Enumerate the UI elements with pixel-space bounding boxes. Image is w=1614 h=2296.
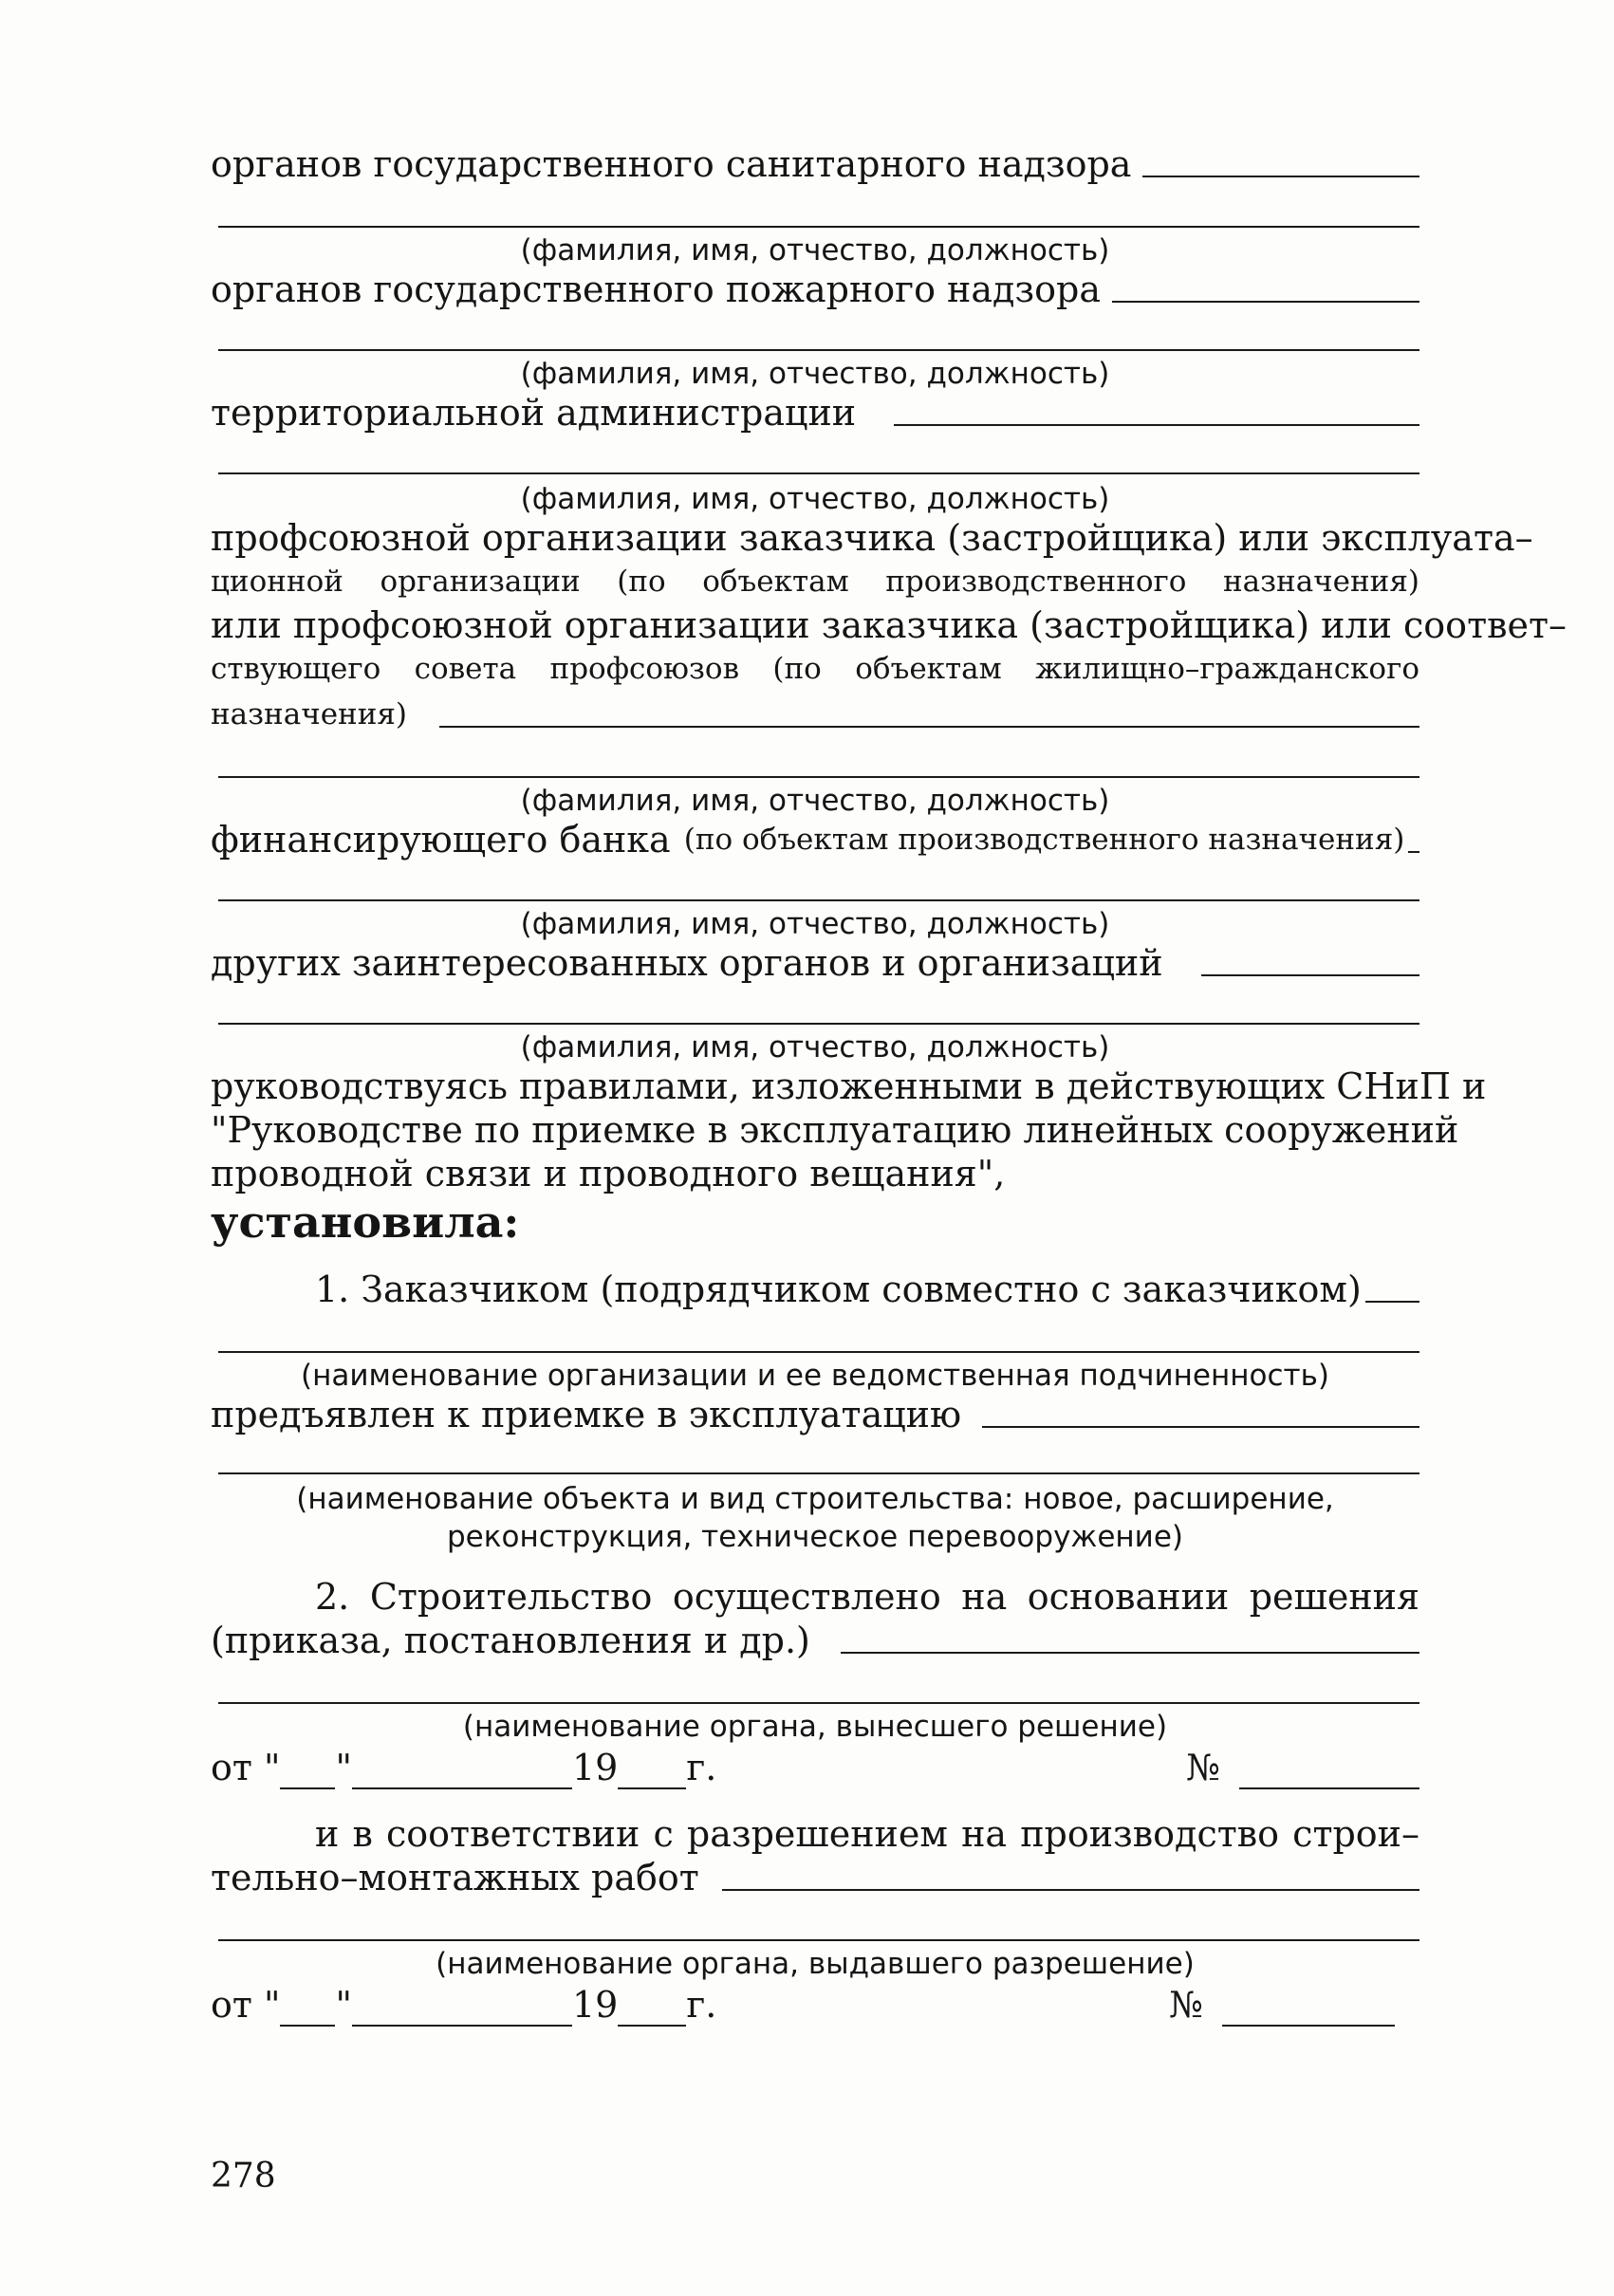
bank-blank[interactable]	[1408, 851, 1419, 853]
union-person-line[interactable]	[218, 776, 1419, 778]
decision-year-prefix: 19	[571, 1747, 619, 1788]
fire-label: органов государственного пожарного надзора	[211, 268, 1102, 310]
decision-number-blank[interactable]	[1239, 1753, 1419, 1789]
decision-from-label: от "	[211, 1747, 281, 1788]
permit-line[interactable]	[218, 1939, 1419, 1941]
presented-blank[interactable]	[982, 1426, 1419, 1428]
other-person-line[interactable]	[218, 1023, 1419, 1025]
permit-caption: (наименование органа, выдавшего разрешение)	[436, 1947, 1195, 1981]
union-line-2: ционной организации (по объектам производственного назначения)	[211, 565, 1419, 599]
decision-year-blank[interactable]	[618, 1753, 686, 1789]
page-number: 278	[211, 2157, 276, 2195]
sanitary-row	[211, 142, 1419, 186]
territorial-row	[211, 391, 1419, 435]
organization-line[interactable]	[218, 1351, 1419, 1353]
item2-paragraph	[211, 1575, 1419, 1619]
permit-year-blank[interactable]	[618, 1990, 686, 2027]
union-paragraph	[211, 516, 1567, 691]
fire-blank[interactable]	[1112, 301, 1419, 303]
union-blank[interactable]	[439, 726, 1419, 728]
permit-date-row	[211, 1983, 1395, 2027]
sanitary-blank[interactable]	[1142, 176, 1419, 177]
decision-month-blank[interactable]	[352, 1753, 572, 1789]
permit-blank[interactable]	[722, 1889, 1419, 1891]
organization-caption: (наименование организации и ее ведомственная подчиненность)	[301, 1359, 1329, 1393]
item2-line-1	[211, 1575, 1419, 1619]
other-person-caption: (фамилия, имя, отчество, должность)	[520, 1030, 1110, 1065]
item2-text: Строительство осуществлено на основании решения	[369, 1576, 1419, 1618]
bank-label: финансирующего банка	[211, 819, 671, 861]
decision-quote-close: "	[335, 1747, 352, 1788]
sanitary-person-line[interactable]	[218, 226, 1419, 228]
permit-day-blank[interactable]	[280, 1990, 335, 2027]
territorial-person-caption: (фамилия, имя, отчество, должность)	[520, 482, 1110, 516]
bank-person-line[interactable]	[218, 899, 1419, 901]
object-line[interactable]	[218, 1472, 1419, 1474]
bank-note: (по объектам производственного назначения)	[683, 823, 1405, 857]
territorial-label: территориальной администрации	[211, 392, 857, 434]
territorial-blank[interactable]	[894, 424, 1419, 426]
permit-year-suffix: г.	[686, 1984, 717, 2026]
decision-blank[interactable]	[841, 1652, 1419, 1654]
guided-line-2: "Руководстве по приемке в эксплуатацию линейных сооружений	[211, 1109, 1459, 1151]
decision-year-suffix: г.	[686, 1747, 717, 1788]
union-person-caption: (фамилия, имя, отчество, должность)	[520, 784, 1110, 818]
decision-date-row	[211, 1746, 1419, 1789]
presented-label: предъявлен к приемке в эксплуатацию	[211, 1394, 962, 1435]
guided-line-3: проводной связи и проводного вещания",	[211, 1153, 1006, 1194]
permit-paragraph	[211, 1812, 1419, 1856]
bank-row	[211, 818, 1419, 861]
permit-year-prefix: 19	[571, 1984, 619, 2026]
decision-caption: (наименование органа, вынесшего решение)	[462, 1710, 1168, 1744]
guided-line-1: руководствуясь правилами, изложенными в действующих СНиП и	[211, 1065, 1487, 1107]
sanitary-person-caption: (фамилия, имя, отчество, должность)	[520, 233, 1110, 268]
item1-row	[211, 1268, 1419, 1311]
other-row	[211, 941, 1419, 985]
other-label: других заинтересованных органов и организаций	[211, 942, 1163, 984]
union-line-5: назначения)	[211, 697, 408, 731]
union-tail-row	[211, 693, 1419, 736]
permit-quote-close: "	[335, 1984, 352, 2026]
fire-person-line[interactable]	[218, 349, 1419, 351]
sanitary-label: органов государственного санитарного надзора	[211, 143, 1132, 185]
decision-day-blank[interactable]	[280, 1753, 335, 1789]
fire-person-caption: (фамилия, имя, отчество, должность)	[520, 357, 1110, 391]
item1-text: Заказчиком (подрядчиком совместно с заказчиком)	[361, 1268, 1362, 1310]
territorial-person-line[interactable]	[218, 472, 1419, 474]
item2-line-2: (приказа, постановления и др.)	[211, 1620, 810, 1661]
item2-row-2	[211, 1619, 1419, 1662]
fire-row	[211, 268, 1419, 311]
established-heading: установила:	[211, 1196, 520, 1248]
permit-from-label: от "	[211, 1984, 281, 2026]
bank-person-caption: (фамилия, имя, отчество, должность)	[520, 907, 1110, 941]
union-line-3: или профсоюзной организации заказчика (застройщика) или соответ–	[211, 604, 1567, 646]
item1-number: 1.	[315, 1268, 350, 1310]
object-caption-2: реконструкция, техническое перевооружение)	[447, 1520, 1183, 1554]
union-line-1: профсоюзной организации заказчика (застройщика) или эксплуата–	[211, 517, 1533, 559]
guided-paragraph	[211, 1065, 1487, 1195]
item1-blank[interactable]	[1365, 1301, 1419, 1303]
permit-number-sign: №	[1169, 1984, 1203, 2026]
permit-row-2	[211, 1856, 1419, 1899]
permit-month-blank[interactable]	[352, 1990, 572, 2027]
object-caption-1: (наименование объекта и вид строительства: новое, расширение,	[296, 1482, 1334, 1516]
item2-number: 2.	[315, 1576, 350, 1618]
permit-line-1: и в соответствии с разрешением на производство строи–	[315, 1813, 1419, 1855]
presented-row	[211, 1393, 1419, 1436]
other-blank[interactable]	[1201, 974, 1419, 976]
decision-line[interactable]	[218, 1702, 1419, 1704]
permit-number-blank[interactable]	[1222, 1990, 1395, 2027]
union-line-4: ствующего совета профсоюзов (по объектам жилищно–гражданского	[211, 652, 1419, 686]
permit-line-2: тельно–монтажных работ	[211, 1857, 699, 1898]
decision-number-sign: №	[1186, 1747, 1220, 1788]
